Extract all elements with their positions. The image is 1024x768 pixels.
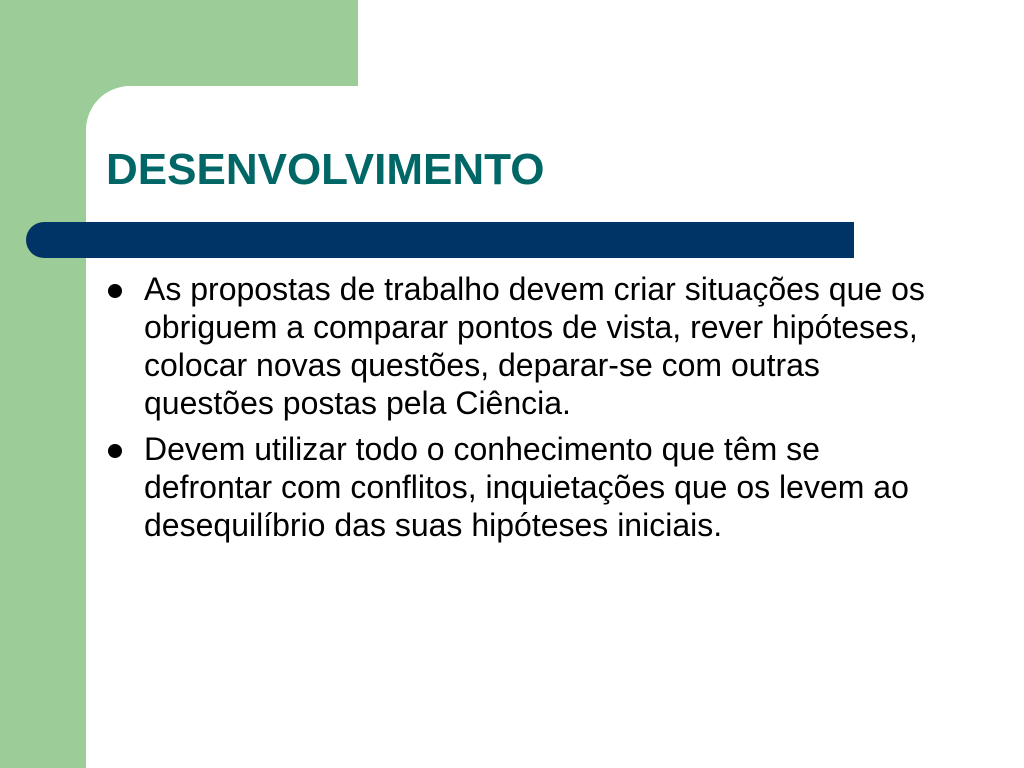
bullet-dot-icon [108,444,122,458]
slide-title: DESENVOLVIMENTO [106,145,545,194]
bullet-text: As propostas de trabalho devem criar situações que os obriguem a comparar pontos de vista, rever hipóteses, colocar novas questões, deparar-se com outras questões postas pela Ciência. [144,271,925,421]
bullet-item [106,430,946,544]
bullet-text: Devem utilizar todo o conhecimento que têm se defrontar com conflitos, inquietações que os levem ao desequilíbrio das suas hipóteses iniciais. [144,431,909,543]
title-underline-bar [26,222,854,258]
bullet-list [106,270,946,552]
bullet-dot-icon [108,284,122,298]
bullet-item [106,270,946,422]
